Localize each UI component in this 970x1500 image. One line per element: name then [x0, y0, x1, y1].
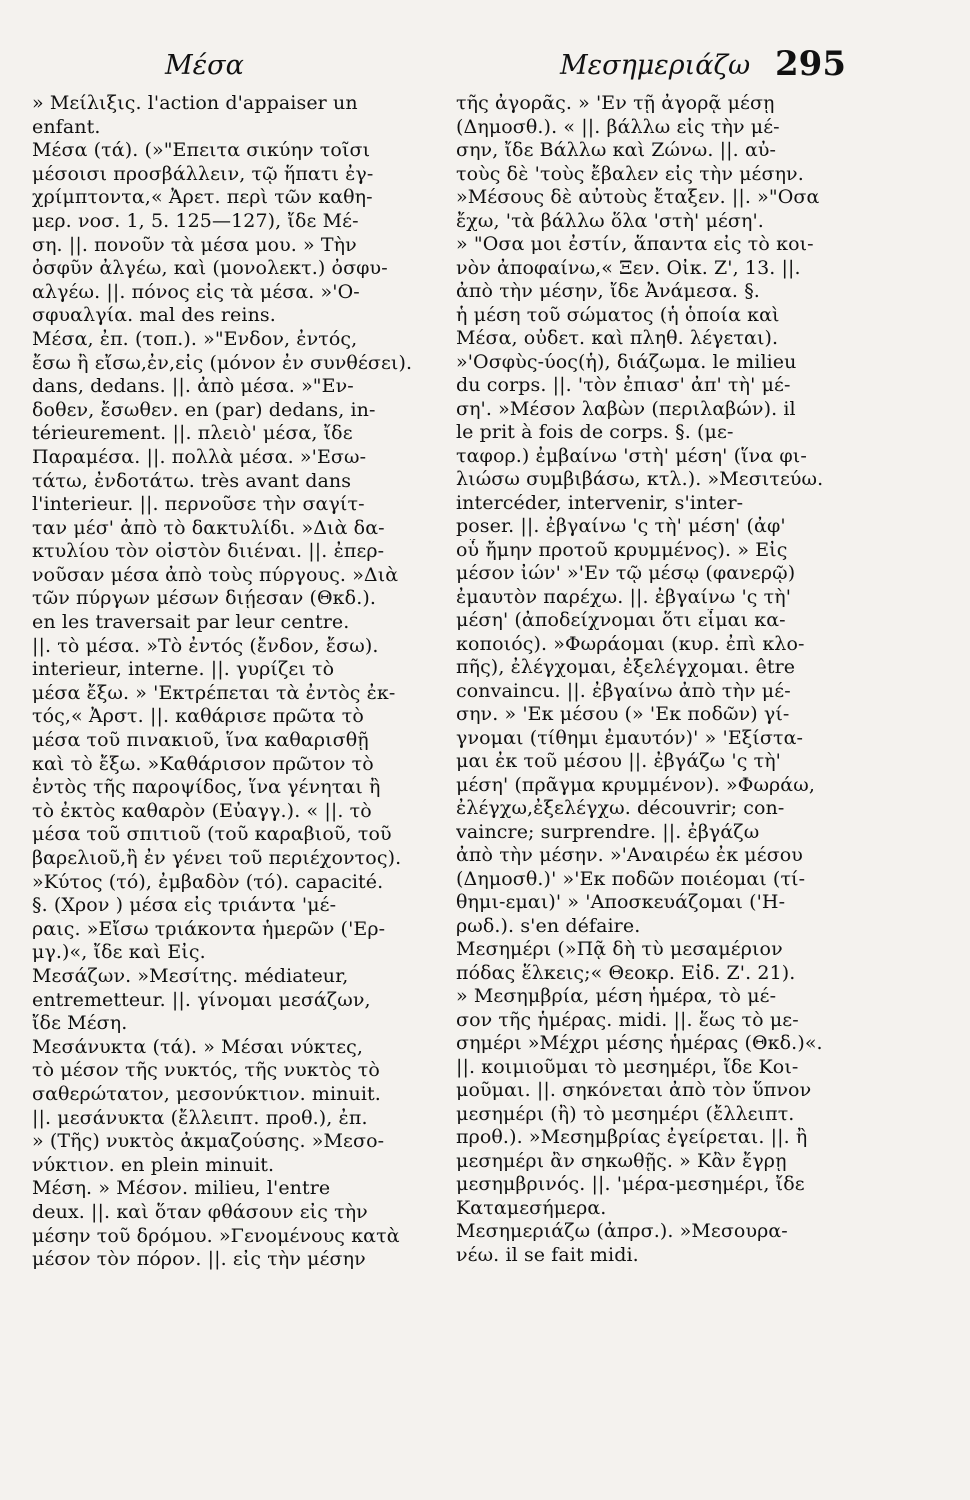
text-line: τῶν πύργων μέσων διῄεσαν (Θκδ.).	[32, 587, 376, 610]
text-line: λιώσω συμβιβάσω, κτλ.). »Μεσιτεύω.	[456, 468, 824, 490]
text-line: deux. ||. καὶ ὅταν φθάσουν εἰς τὴν	[32, 1200, 368, 1223]
text-line: σαθερώτατον, μεσονύκτιον. minuit.	[32, 1082, 381, 1105]
text-line: le prit à fois de corps. §. (με-	[456, 421, 734, 443]
text-line: μέσον τὸν πόρον. ||. εἰς τὴν μέσην	[32, 1248, 366, 1271]
text-line: σην, ἴδε Βάλλω καὶ Ζώνω. ||. αὐ-	[456, 139, 777, 161]
text-line: ἀπὸ τὴν μέσην. »'Αναιρέω ἐκ μέσου	[456, 844, 803, 866]
text-line: enfant.	[32, 115, 101, 138]
text-line: (Δημοσθ.). « ||. βάλλω εἰς τὴν μέ-	[456, 115, 780, 138]
text-line: τῆς ἀγορᾶς. » 'Εν τῇ ἀγορᾷ μέσῃ	[456, 92, 775, 114]
text-line: ἐμαυτὸν παρέχω. ||. ἐβγαίνω 'ς τὴ'	[456, 585, 792, 608]
text-line: » Μείλιξις. l'action d'appaiser un	[32, 92, 358, 114]
text-line: νοῦσαν μέσα ἀπὸ τοὺς πύργους. »Διὰ	[32, 563, 399, 586]
text-line: dans, dedans. ||. ἀπὸ μέσα. »"Εν-	[32, 375, 354, 398]
text-line: »Μέσους δὲ αὐτοὺς ἔταξεν. ||. »"Οσα	[456, 186, 820, 208]
text-line: entremetteur. ||. γίνομαι μεσάζων,	[32, 988, 371, 1011]
text-line: μεσημέρι ἂν σηκωθῇς. » Κἂν ἔγρῃ	[456, 1149, 787, 1172]
text-line: μγ.)«, ἴδε καὶ Εἰς.	[32, 941, 206, 964]
text-line: Μεσημεριάζω (ἀπρσ.). »Μεσουρα-	[456, 1220, 788, 1242]
text-line: ἐλέγχω,ἐξελέγχω. découvrir; con-	[456, 797, 785, 819]
text-line: τός,« Ἀρστ. ||. καθάρισε πρῶτα τὸ	[32, 705, 364, 728]
header-left-guide-word: Μέσα	[165, 50, 244, 81]
text-line: μαι ἐκ τοῦ μέσου ||. ἐβγάζω 'ς τὴ'	[456, 750, 782, 772]
text-line: ἀπὸ τὴν μέσην, ἴδε Ἀνάμεσα. §.	[456, 280, 760, 302]
text-line: §. (Χρον ) μέσα εἰς τριάντα 'μέ-	[32, 894, 337, 917]
text-line: ταν μέσ' ἀπὸ τὸ δακτυλίδι. »Διὰ δα-	[32, 516, 385, 539]
text-line: l'interieur. ||. περνοῦσε τὴν σαγίτ-	[32, 493, 365, 516]
text-line: ρωδ.). s'en défaire.	[456, 914, 641, 937]
text-line: ἔχω, 'τὰ βάλλω ὅλα 'στὴ' μέση'.	[456, 209, 764, 232]
text-line: τοὺς δὲ 'τοὺς ἔβαλεν εἰς τὴν μέσην.	[456, 162, 804, 185]
text-line: πῆς), ἐλέγχομαι, ἐξελέγχομαι. être	[456, 656, 796, 678]
text-line: κοποιός). »Φωράομαι (κυρ. ἐπὶ κλο-	[456, 632, 805, 655]
text-line: Παραμέσα. ||. πολλὰ μέσα. »'Εσω-	[32, 445, 367, 468]
text-line: γνομαι (τίθημι ἐμαυτόν)' » 'Εξίστα-	[456, 726, 804, 749]
text-line: μέσα ἔξω. » 'Εκτρέπεται τὰ ἐντὸς ἐκ-	[32, 681, 396, 704]
text-line: νύκτιον. en plein minuit.	[32, 1153, 275, 1176]
text-line: τὸ ἐκτὸς καθαρὸν (Εὐαγγ.). « ||. τὸ	[32, 799, 372, 822]
text-line: Μέσα, οὐδετ. καὶ πληθ. λέγεται).	[456, 327, 779, 349]
text-line: interieur, interne. ||. γυρίζει τὸ	[32, 658, 335, 681]
text-line: Μέσα (τά). (»"Επειτα σικύην τοῖσι	[32, 139, 371, 162]
text-line: μοῦμαι. ||. σηκόνεται ἀπὸ τὸν ὕπνον	[456, 1079, 812, 1101]
text-line: ταφορ.) ἐμβαίνω 'στὴ' μέση' (ἵνα φι-	[456, 444, 807, 467]
text-line: »Κύτος (τό), ἐμβαδὸν (τό). capacité.	[32, 870, 384, 893]
text-line: τὸ μέσον τῆς νυκτός, τῆς νυκτὸς τὸ	[32, 1059, 380, 1082]
text-line: πόδας ἕλκεις;« Θεοκρ. Εἰδ. Ζ'. 21).	[456, 961, 796, 984]
text-line: χρίμπτοντα,« Ἀρετ. περὶ τῶν καθη-	[32, 186, 373, 209]
text-line: ἔσω ἢ εἴσω,ἐν,εἰς (μόνον ἐν συνθέσει).	[32, 351, 413, 374]
text-line: σημέρι »Μέχρι μέσης ἡμέρας (Θκδ.)«.	[456, 1032, 823, 1054]
text-line: ἡ μέση τοῦ σώματος (ἡ ὁποία καὶ	[456, 303, 780, 326]
text-line: ὀσφῦν ἀλγέω, καὶ (μονολεκτ.) ὀσφυ-	[32, 257, 388, 280]
text-line: σφυαλγία. mal des reins.	[32, 304, 276, 327]
text-line: ραις. »Εἴσω τριάκοντα ἡμερῶν ('Ερ-	[32, 917, 386, 940]
text-line: σον τῆς ἡμέρας. midi. ||. ἕως τὸ με-	[456, 1008, 799, 1031]
page-number: 295	[775, 44, 846, 84]
text-line: Μεσημέρι (»Πᾷ δὴ τὺ μεσαμέριον	[456, 938, 783, 960]
text-line: ση. ||. πονοῦν τὰ μέσα μου. » Τὴν	[32, 233, 357, 256]
text-line: θημι-εμαι)' » 'Αποσκευάζομαι ('Η-	[456, 891, 786, 913]
text-line: en les traversait par leur centre.	[32, 611, 350, 634]
text-line: »'Οσφὺς-ύος(ἡ), διάζωμα. le milieu	[456, 350, 797, 373]
right-column	[456, 92, 876, 1267]
text-line: καὶ τὸ ἔξω. »Καθάρισον πρῶτον τὸ	[32, 752, 374, 775]
text-line: δοθεν, ἔσωθεν. en (par) dedans, in-	[32, 398, 376, 421]
text-line: térieurement. ||. πλειὸ' μέσα, ἴδε	[32, 422, 353, 445]
text-line: » "Οσα μοι ἐστίν, ἅπαντα εἰς τὸ κοι-	[456, 233, 814, 255]
text-line: μέσα τοῦ πινακιοῦ, ἵνα καθαρισθῇ	[32, 729, 369, 752]
text-line: μεσημβρινός. ||. 'μέρα-μεσημέρι, ἴδε	[456, 1173, 805, 1195]
text-line: vaincre; surprendre. ||. ἐβγάζω	[456, 820, 760, 843]
text-line: ||. τὸ μέσα. »Τὸ ἐντός (ἔνδον, ἔσω).	[32, 634, 379, 657]
text-line: Μεσάνυκτα (τά). » Μέσαι νύκτες,	[32, 1035, 364, 1058]
text-line: μέσοισι προσβάλλειν, τῷ ἥπατι ἐγ-	[32, 162, 374, 185]
text-line: μέσην τοῦ δρόμου. »Γενομένους κατὰ	[32, 1224, 400, 1247]
text-line: ἴδε Μέση.	[32, 1012, 128, 1035]
text-line: Μέση. » Μέσον. milieu, l'entre	[32, 1177, 331, 1200]
text-line: νὸν ἀποφαίνω,« Ξεν. Οἰκ. Ζ', 13. ||.	[456, 256, 801, 279]
text-line: intercéder, intervenir, s'inter-	[456, 491, 744, 514]
left-column	[32, 92, 452, 1272]
text-line: Μεσάζων. »Μεσίτης. médiateur,	[32, 964, 349, 987]
text-line: ||. μεσάνυκτα (ἔλλειπτ. προθ.), ἐπ.	[32, 1106, 368, 1129]
text-line: οὗ ἤμην προτοῦ κρυμμένος). » Εἰς	[456, 538, 788, 561]
text-line: κτυλίου τὸν οἰστὸν διιέναι. ||. ἐπερ-	[32, 540, 385, 563]
text-line: μέση' (πρᾶγμα κρυμμένον). »Φωράω,	[456, 773, 815, 796]
text-line: μέση' (ἀποδείχνομαι ὅτι εἶμαι κα-	[456, 609, 786, 631]
text-line: βαρελιοῦ,ἢ ἐν γένει τοῦ περιέχοντος).	[32, 847, 402, 869]
text-line: μεσημέρι (ἢ) τὸ μεσημέρι (ἔλλειπτ.	[456, 1102, 795, 1125]
text-line: ση'. »Μέσον λαβὼν (περιλαβών). il	[456, 397, 796, 420]
text-line: » Μεσημβρία, μέση ἡμέρα, τὸ μέ-	[456, 985, 777, 1007]
text-line: μέσον ἰών' »'Εν τῷ μέσῳ (φανερῷ)	[456, 562, 796, 584]
text-line: » (Τῆς) νυκτὸς ἀκμαζούσης. »Μεσο-	[32, 1130, 385, 1153]
text-line: du corps. ||. 'τὸν ἐπιασ' ἀπ' τὴ' μέ-	[456, 374, 791, 396]
text-line: convaincu. ||. ἐβγαίνω ἀπὸ τὴν μέ-	[456, 679, 791, 702]
text-line: Μέσα, ἐπ. (τοπ.). »"Ενδον, ἐντός,	[32, 327, 358, 350]
text-line: αλγέω. ||. πόνος εἰς τὰ μέσα. »'Ο-	[32, 280, 360, 303]
text-line: προθ.). »Μεσημβρίας ἐγείρεται. ||. ἢ	[456, 1126, 808, 1148]
header-right-guide-word: Μεσημεριάζω	[560, 50, 751, 81]
text-line: σην. » 'Εκ μέσου (» 'Εκ ποδῶν) γί-	[456, 703, 790, 725]
page-header	[0, 40, 970, 100]
text-line: ||. κοιμιοῦμαι τὸ μεσημέρι, ἴδε Κοι-	[456, 1055, 799, 1078]
text-line: νέω. il se fait midi.	[456, 1243, 639, 1266]
text-line: μερ. νοσ. 1, 5. 125—127), ἴδε Μέ-	[32, 209, 359, 232]
text-line: poser. ||. ἐβγαίνω 'ς τὴ' μέση' (ἀφ'	[456, 515, 786, 537]
text-line: ἐντὸς τῆς παροψίδος, ἵνα γένηται ἢ	[32, 776, 381, 799]
text-line: τάτω, ἐνδοτάτω. très avant dans	[32, 469, 352, 492]
text-line: (Δημοσθ.)' »'Εκ ποδῶν ποιέομαι (τί-	[456, 867, 806, 890]
text-line: μέσα τοῦ σπιτιοῦ (τοῦ καραβιοῦ, τοῦ	[32, 823, 392, 846]
text-line: Καταμεσήμερα.	[456, 1196, 607, 1219]
